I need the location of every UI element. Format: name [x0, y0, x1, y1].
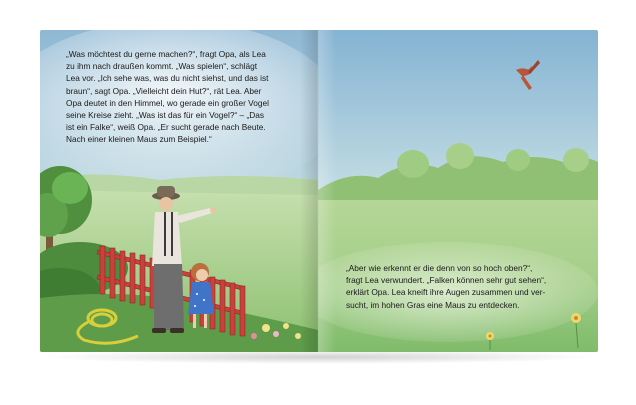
- left-page: [40, 30, 318, 352]
- book-spine-gutter: [300, 30, 336, 352]
- book-shadow: [38, 350, 600, 364]
- right-page: [318, 30, 598, 352]
- right-page-text: „Aber wie erkennt er die denn von so hoch oben?“, fragt Lea verwundert. „Falken können sehr gut sehen“, erklärt Opa. Lea kneift ihre Augen zusammen und ver- sucht, im hohen Gras eine Maus zu entdecken.: [346, 263, 547, 310]
- left-page-text: „Was möchtest du gerne machen?“, fragt Opa, als Lea zu ihm nach draußen kommt. „Was spielen“, schlägt Lea vor. „Ich sehe was, was du nicht siehst, und das ist braun“, sagt Opa. „Vielleicht dein Hut?“, rät Lea. Aber Opa deutet in den Himmel, wo gerade ein großer Vogel seine Kreise zieht. „Was ist das für ein Vogel?“ – „Das ist ein Falke“, weiß Opa. „Er sucht gerade nach Beute. Nach einer kleinen Maus zum Beispiel.“: [66, 49, 269, 145]
